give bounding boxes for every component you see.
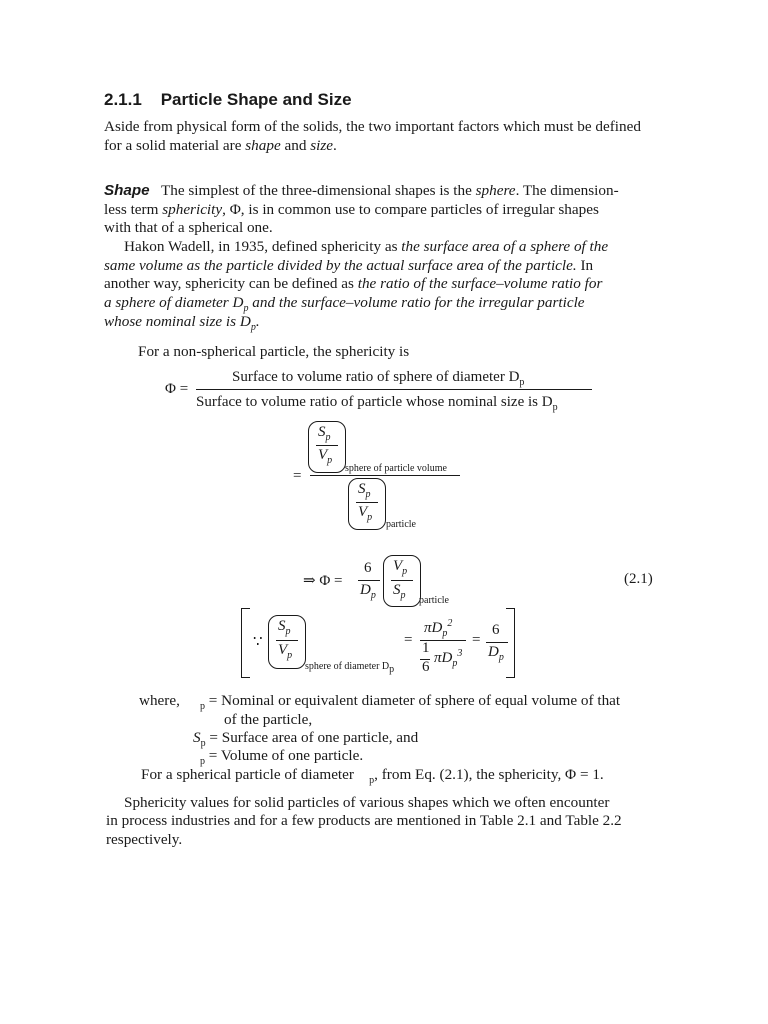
wadell-l2-it: same volume as the particle divided by the actual surface area of the particle. [104,257,577,274]
eq3-D-sym: D [360,582,371,598]
intro-text: for a solid material are [104,137,246,154]
eq4-equals-1: = [404,632,413,648]
where-dp-line-2: of the particle, [224,711,313,728]
where-vp-sub: p [200,756,205,768]
spherical-line [141,765,604,790]
eq2-bot-subscript: particle [386,519,416,530]
final-line-2: in process industries and for a few products are mentioned in Table 2.1 and Table 2.2 [106,812,622,829]
eq4-V-sub: p [287,650,293,661]
intro-and: and [280,137,311,154]
eq2-top-V-sym: V [318,447,328,463]
shape-text-b: . The dimension- [515,182,619,199]
shape-line-2 [104,200,599,219]
eq4-equals-2: = [472,632,481,648]
wadell-l1-it: the surface area of a sphere of the [401,238,609,255]
eq3-D-sub: p [370,590,376,601]
shape-label: Shape [104,182,150,199]
eq1-den-text: Surface to volume ratio of particle whose nominal size is D [196,394,553,410]
eq3-number: (2.1) [624,571,653,587]
eq2-bot-S [358,481,371,500]
eq3-subscript: particle [419,595,449,606]
eq1-num-sub: p [519,377,525,388]
eq2-bot-S-sym: S [358,481,366,497]
eq4-pi-num-sub: p [442,628,448,639]
eq2-top-V-sub: p [327,455,333,466]
eq4-pi-den [434,648,462,669]
eq4-pi-num [424,618,452,639]
eq4-frac-one: 1 [422,640,430,656]
intro-shape: shape [245,137,281,154]
eq3-D [360,582,376,601]
eq2-equals: = [293,468,302,484]
eq2-bot-V [358,504,372,523]
spherical-text-a: For a spherical particle of diameter [141,766,354,783]
shape-line-3: with that of a spherical one. [104,219,273,236]
eq3-S-sym: S [393,582,401,598]
eq2-fraction-bar [310,475,460,476]
eq2-top-S-sub: p [325,432,331,443]
where-vp-text: = Volume of one particle. [208,747,364,764]
eq3-S-sub: p [400,590,406,601]
where-sp-sub: p [200,738,206,750]
eq1-fraction-bar [196,389,592,390]
eq3-inner-bar [391,580,413,581]
eq4-V-sym: V [278,642,288,658]
eq4-pi-num-text: πD [424,620,443,636]
eq2-bot-V-sym: V [358,504,368,520]
eq4-frac-bar-2 [486,642,508,643]
where-dp-sub: p [200,701,205,713]
intro-end: . [333,137,337,154]
spherical-text-b: , from Eq. (2.1), the sphericity, Φ = 1. [374,766,604,783]
shape-l2-a: less term [104,201,163,218]
eq4-frac-six: 6 [422,659,430,675]
wadell-l4-it: a sphere of diameter D [104,294,244,311]
eq4-left-bracket [241,608,250,678]
where-sp-sym: S [193,729,201,746]
eq2-bot-V-sub: p [367,512,373,523]
shape-text-a: The simplest of the three-dimensional shapes is the [160,182,476,199]
eq3-V-sym: V [393,558,403,574]
final-line-1: Sphericity values for solid particles of various shapes which we often encounter [124,794,610,811]
wadell-l4-it2: and the surface–volume ratio for the irregular particle [248,294,585,311]
wadell-l1-a: Hakon Wadell, in 1935, defined sphericity as [124,238,402,255]
eq3-V [393,558,407,577]
wadell-line-2 [104,256,593,275]
intro-line-1: Aside from physical form of the solids, the two important factors which must be defined [104,118,641,135]
eq3-frac-bar [358,580,380,581]
eq3-lhs: ⇒ Φ = [303,573,343,589]
eq2-bot-S-sub: p [365,489,371,500]
shape-l2-sph: sphericity [162,201,223,218]
eq2-bot-inner-bar [356,502,378,503]
eq3-six: 6 [364,560,372,576]
eq2-top-V [318,447,332,466]
eq4-sub-text: sphere of diameter D [305,661,390,672]
wadell-l3-it: the ratio of the surface–volume ratio for [357,275,603,292]
final-line-3: respectively. [106,831,183,848]
eq4-S-sym: S [278,618,286,634]
spherical-sub: p [369,775,375,787]
eq4-pi-num-sq: 2 [447,618,453,629]
eq3-S [393,582,406,601]
eq4-pi-den-text: πD [434,650,453,666]
eq3-V-sub: p [402,566,408,577]
eq4-D [488,644,504,663]
wadell-line-5 [104,312,260,337]
wadell-l4-sub: p [243,303,249,315]
eq4-V [278,642,292,661]
section-heading [104,90,352,110]
eq1-den-sub: p [552,402,558,413]
eq1-numerator [232,369,524,388]
where-label: where, [139,692,180,709]
where-sp-text: = Surface area of one particle, and [209,729,419,746]
eq2-top-S-sym: S [318,424,326,440]
nonspherical-text: For a non-spherical particle, the sphericity is [138,343,410,360]
wadell-l2-b: In [576,257,594,274]
wadell-l5-it: whose nominal size is D [104,313,251,330]
eq2-top-inner-bar [316,445,338,446]
eq4-pi-den-cube: 3 [457,648,463,659]
wadell-l3-a: another way, sphericity can be defined as [104,275,358,292]
eq1-num-text: Surface to volume ratio of sphere of diameter D [232,369,520,385]
wadell-l5-sub: p [250,322,256,334]
wadell-l5-end: . [255,313,260,330]
eq1-denominator [196,394,558,413]
eq4-D-sym: D [488,644,499,660]
wadell-line-3 [104,274,602,293]
eq4-pi-den-sub: p [452,658,458,669]
intro-size: size [310,137,334,154]
eq4-because: ∵ [253,634,263,650]
intro-line-2 [104,136,337,155]
where-dp-text: = Nominal or equivalent diameter of sphere of equal volume of that [208,692,621,709]
eq4-D-sub: p [498,652,504,663]
eq4-S [278,618,291,637]
shape-line-1 [104,181,619,200]
eq2-top-S [318,424,331,443]
eq4-six: 6 [492,622,500,638]
section-number: 2.1.1 [104,90,142,109]
eq4-inner-bar [276,640,298,641]
section-title: Particle Shape and Size [160,90,352,109]
eq4-subscript [305,661,394,675]
eq2-top-subscript: sphere of particle volume [345,463,447,474]
eq1-lhs: Φ = [165,381,189,397]
eq4-sub-p: p [389,664,395,675]
wadell-line-1 [124,237,608,256]
shape-sphere: sphere [475,182,516,199]
eq4-S-sub: p [285,626,291,637]
eq4-right-bracket [506,608,515,678]
shape-l2-b: , Φ, is in common use to compare particles of irregular shapes [222,201,599,218]
